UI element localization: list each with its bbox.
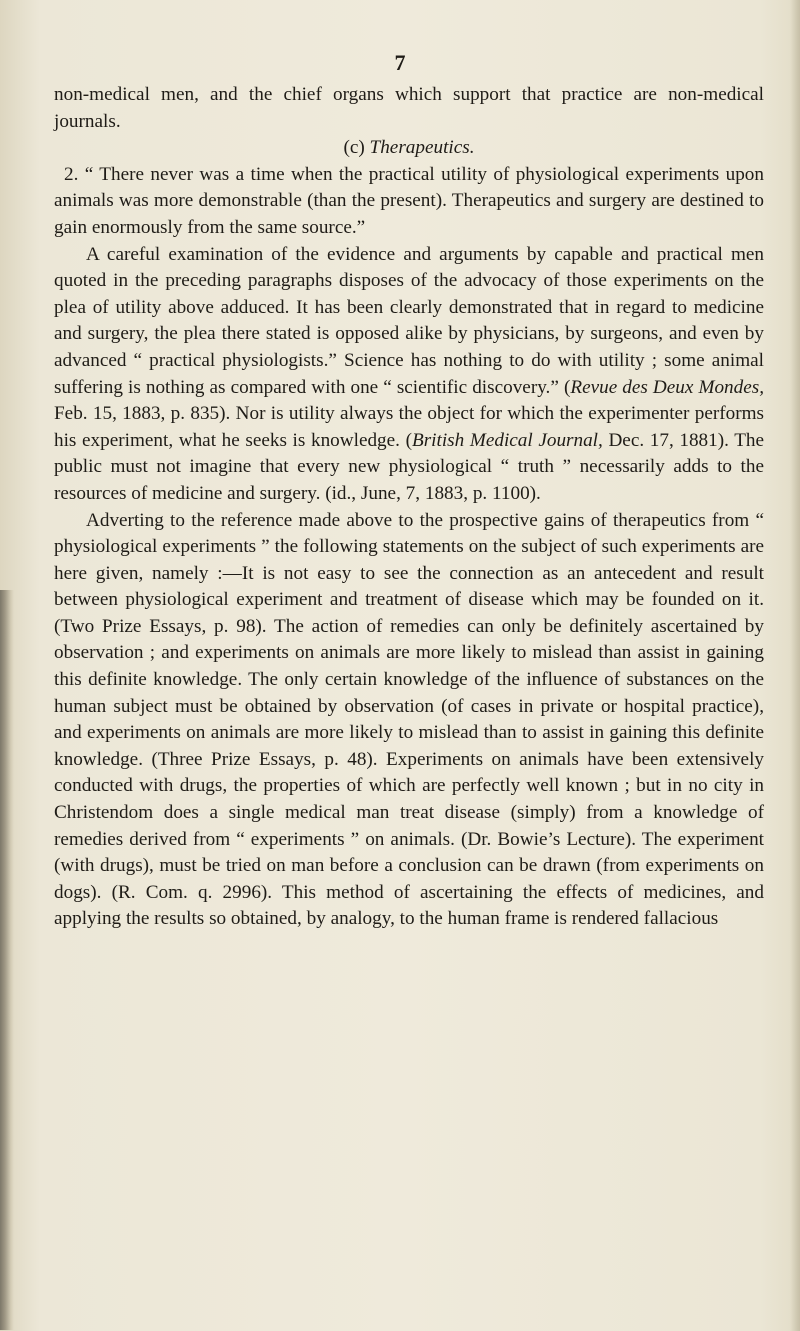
section-title: Therapeutics. (369, 137, 475, 159)
citation-revue: Revue des Deux Mondes, (570, 376, 765, 398)
section-label: (c) (343, 137, 365, 159)
section-heading (54, 135, 764, 162)
paragraph-continuation: non-medical men, and the chief organs which support that practice are non-medical journals. (54, 84, 764, 132)
paragraph-evidence (54, 242, 764, 508)
page-gutter-shadow (0, 590, 14, 1330)
citation-bmj: British Medical Journal, (411, 429, 603, 451)
evidence-text-3: Dec. 17, 1881). The public must not imagine that every new physiological “ truth ” necessarily adds to the resources of medicine and surgery. (id., June, 7, 1883, p. 1100). (54, 429, 765, 504)
page-number: 7 (394, 50, 406, 75)
quoted-claim: 2. “ There never was a time when the practical utility of physiological experiments upon animals was more demonstrable (than the present). Therapeutics and surgery are destined to gain enormously from the same source.” (54, 163, 764, 238)
page-body (54, 82, 764, 933)
paragraph-therapeutics: Adverting to the reference made above to the prospective gains of therapeutics from “ physiological experiments ” the following statements on the subject of such experiments are here given, namely :—It is not easy to see the connection as an antecedent and result between physiological experiment and treatment of disease which may be founded on it. (Two Prize Essays, p. 98). The action of remedies can only be definitely ascertained by observation ; and experiments on animals are more likely to mislead than assist in gaining this definite knowledge. The only certain knowledge of the influence of substances on the human subject must be obtained by observation (of cases in private or hospital practice), and experiments on animals are more likely to mislead than to assist in gaining this definite knowledge. (Three Prize Essays, p. 48). Experiments on animals have been extensively conducted with drugs, the properties of which are perfectly well known ; but in no city in Christendom does a single medical man treat disease (simply) from a knowledge of remedies derived from “ experiments ” on animals. (Dr. Bowie’s Lecture). The experiment (with drugs), must be tried on man before a conclusion can be drawn (from experiments on dogs). (R. Com. q. 2996). This method of ascertaining the effects of medicines, and applying the results so obtained, by analogy, to the human frame is rendered fallacious (54, 509, 764, 930)
page-edge (790, 0, 800, 1331)
evidence-text-1: A careful examination of the evidence and arguments by capable and practical men quoted in the preceding paragraphs disposes of the advocacy of those experiments on the plea of utility above adduced. It has been clearly demonstrated that in regard to medicine and surgery, the plea there stated is opposed alike by physicians, by surgeons, and even by advanced “ practical physiologists.” Science has nothing to do with utility ; some animal suffering is nothing as compared with one “ scientific discovery.” ( (54, 243, 764, 398)
evidence-text-2: Feb. 15, 1883, p. 835). Nor is utility always the object for which the experimenter performs his experiment, what he seeks is knowledge. ( (54, 403, 764, 451)
